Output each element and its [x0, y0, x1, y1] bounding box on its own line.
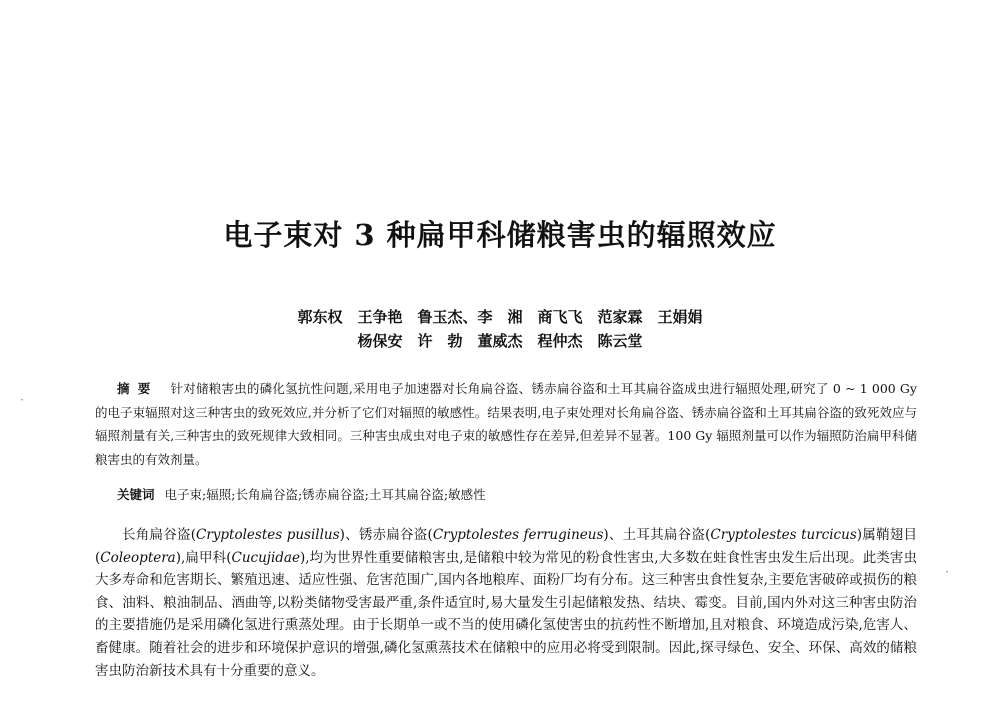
sci-name-cucujidae: Cucujidae — [231, 549, 300, 566]
abstract-text: 针对储粮害虫的磷化氢抗性问题,采用电子加速器对长角扁谷盗、锈赤扁谷盗和土耳其扁谷盗成虫进行辐照处理,研究了 0 ~ 1 000 Gy 的电子束辐照对这三种害虫的致死效应,并分析了它们对辐照的敏感性。结果表明,电子束处理对长角扁谷盗、锈赤扁谷盗和土耳其扁谷盗的致死效应与辐照剂量有关,三种害虫的致死规律大致相同。三种害虫成虫对电子束的敏感性存在差异,但差异不显著。100 Gy 辐照剂量可以作为辐照防治扁甲科储粮害虫的有效剂量。 — [95, 381, 917, 467]
sci-name-coleoptera: Coleoptera — [100, 549, 176, 566]
body-seg-3: )、土耳其扁谷盗( — [603, 527, 711, 543]
keywords-label: 关键词 — [117, 487, 155, 502]
abstract — [95, 377, 917, 471]
scan-dot-left: · — [20, 393, 24, 407]
abstract-label: 摘要 — [117, 381, 159, 396]
body-seg-6: ),均为世界性重要储粮害虫,是储粮中较为常见的粉食性害虫,大多数在蛀食性害虫发生后出现。此类害虫大多寿命和危害期长、繁殖迅速、适应性强、危害范围广,国内各地粮库、面粉厂均有分布。这三种害虫食性复杂,主要危害破碎或损伤的粮食、油料、粮油制品、酒曲等,以粉类储物受害最严重,条件适宜时,易大量发生引起储粮发热、结块、霉变。目前,国内外对这三种害虫防治的主要措施仍是采用磷化氢进行熏蒸处理。由于长期单一或不当的使用磷化氢使害虫的抗药性不断增加,且对粮食、环境造成污染,危害人、畜健康。随着社会的进步和环境保护意识的增强,磷化氢熏蒸技术在储粮中的应用必将受到限制。因此,探寻绿色、安全、环保、高效的储粮害虫防治新技术具有十分重要的意义。 — [95, 549, 918, 679]
sci-name-pusillus: Cryptolestes pusillus — [196, 527, 340, 543]
body-seg-1: 长角扁谷盗( — [122, 527, 196, 543]
authors-line-1: 郭东权 王争艳 鲁玉杰、李 湘 商飞飞 范家霖 王娟娟 — [297, 308, 703, 326]
sci-name-ferrugineus: Cryptolestes ferrugineus — [432, 527, 604, 543]
body-seg-4: )属鞘翅目( — [95, 527, 917, 566]
body-seg-2: )、锈赤扁谷盗( — [339, 527, 433, 543]
authors-line-2: 杨保安 许 勃 董威杰 程仲杰 陈云堂 — [357, 332, 643, 350]
paper-title: 电子束对 3 种扁甲科储粮害虫的辐照效应 — [223, 218, 777, 252]
keywords-text: 电子束;辐照;长角扁谷盗;锈赤扁谷盗;土耳其扁谷盗;敏感性 — [164, 487, 486, 502]
body-paragraph — [95, 524, 917, 682]
sci-name-turcicus: Cryptolestes turcicus — [710, 527, 857, 543]
keywords — [117, 484, 917, 506]
body-seg-5: ),扁甲科( — [175, 549, 232, 566]
scan-dot-right: · — [945, 565, 949, 579]
